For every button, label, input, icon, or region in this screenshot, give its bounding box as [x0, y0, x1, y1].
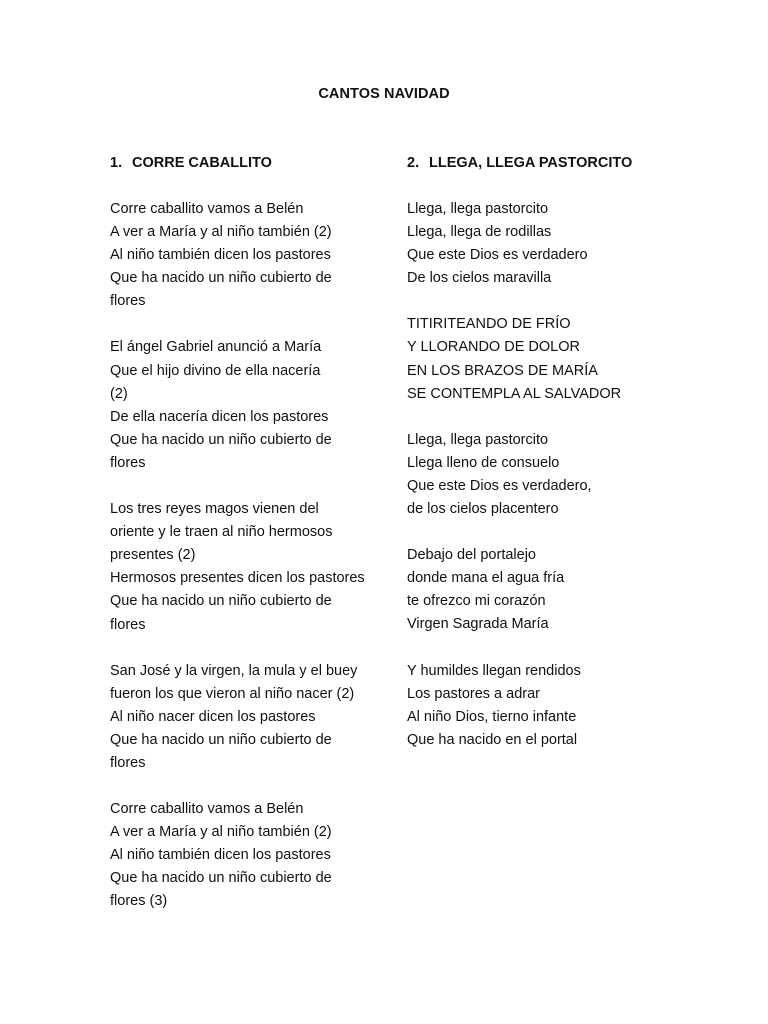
lyric-line: te ofrezco mi corazón — [407, 593, 546, 610]
lyric-line: Que ha nacido un niño cubierto de — [110, 731, 332, 748]
lyric-line: flores (3) — [110, 893, 168, 910]
stanza — [407, 660, 707, 752]
song-1-stanzas — [110, 198, 390, 914]
lyric-line: flores — [110, 616, 146, 633]
lyric-line: Que este Dios es verdadero — [407, 247, 588, 264]
lyric-line: El ángel Gabriel anunció a María — [110, 339, 322, 356]
lyric-line: Llega, llega pastorcito — [407, 431, 549, 448]
stanza — [110, 498, 390, 637]
lyric-line: Al niño Dios, tierno infante — [407, 708, 577, 725]
lyric-line: De ella nacería dicen los pastores — [110, 408, 329, 425]
lyric-line: Virgen Sagrada María — [407, 616, 549, 633]
lyric-line: Los tres reyes magos vienen del — [110, 501, 319, 518]
stanza — [110, 336, 390, 475]
lyric-line: presentes (2) — [110, 547, 196, 564]
lyric-line: de los cielos placentero — [407, 501, 559, 518]
stanza — [110, 798, 390, 913]
lyric-line: Llega lleno de consuelo — [407, 454, 560, 471]
song-2 — [407, 152, 707, 775]
song-2-number: 2. — [407, 155, 420, 171]
lyric-line: Llega, llega pastorcito — [407, 201, 549, 217]
lyric-line: Que ha nacido un niño cubierto de — [110, 593, 332, 610]
stanza — [407, 429, 707, 521]
song-2-heading — [407, 152, 707, 174]
lyric-line: Que ha nacido un niño cubierto de — [110, 431, 332, 448]
song-2-stanzas — [407, 198, 707, 752]
lyric-line: Al niño también dicen los pastores — [110, 247, 331, 264]
stanza — [407, 198, 707, 290]
song-2-title: LLEGA, LLEGA PASTORCITO — [429, 155, 633, 171]
lyric-line: Al niño nacer dicen los pastores — [110, 708, 316, 725]
lyric-line: A ver a María y al niño también (2) — [110, 224, 332, 241]
lyric-line: SE CONTEMPLA AL SALVADOR — [407, 385, 622, 402]
lyric-line: Corre caballito vamos a Belén — [110, 201, 304, 217]
lyric-line: fueron los que vieron al niño nacer (2) — [110, 685, 355, 702]
lyric-line: EN LOS BRAZOS DE MARÍA — [407, 362, 598, 379]
lyric-line: Y LLORANDO DE DOLOR — [407, 339, 580, 356]
lyric-line: Llega, llega de rodillas — [407, 224, 552, 241]
lyric-line: De los cielos maravilla — [407, 270, 552, 287]
song-1-heading — [110, 152, 390, 174]
document-title: CANTOS NAVIDAD — [318, 86, 450, 102]
lyric-line: flores — [110, 754, 146, 771]
lyric-line: A ver a María y al niño también (2) — [110, 824, 332, 841]
lyric-line: flores — [110, 293, 146, 310]
song-1 — [110, 152, 390, 937]
lyric-line: Que ha nacido un niño cubierto de — [110, 870, 332, 887]
lyric-line: Que ha nacido un niño cubierto de — [110, 270, 332, 287]
lyric-line: Que el hijo divino de ella nacería — [110, 362, 321, 379]
lyric-line: oriente y le traen al niño hermosos — [110, 524, 333, 541]
stanza — [110, 660, 390, 775]
stanza — [407, 313, 707, 405]
stanza — [110, 198, 390, 313]
lyric-line: donde mana el agua fría — [407, 570, 565, 587]
lyric-line: Los pastores a adrar — [407, 685, 540, 702]
song-1-title: CORRE CABALLITO — [132, 155, 272, 171]
lyric-line: Hermosos presentes dicen los pastores — [110, 570, 365, 587]
lyric-line: TITIRITEANDO DE FRÍO — [407, 316, 571, 333]
lyric-line: Y humildes llegan rendidos — [407, 662, 581, 679]
lyric-line: Que ha nacido en el portal — [407, 731, 578, 748]
lyric-line: Que este Dios es verdadero, — [407, 477, 592, 494]
lyric-line: San José y la virgen, la mula y el buey — [110, 662, 358, 679]
lyric-line: Corre caballito vamos a Belén — [110, 801, 304, 818]
song-1-number: 1. — [110, 155, 123, 171]
lyric-line: (2) — [110, 385, 128, 402]
lyric-line: flores — [110, 454, 146, 471]
lyric-line: Al niño también dicen los pastores — [110, 847, 331, 864]
lyric-line: Debajo del portalejo — [407, 547, 536, 564]
stanza — [407, 544, 707, 636]
